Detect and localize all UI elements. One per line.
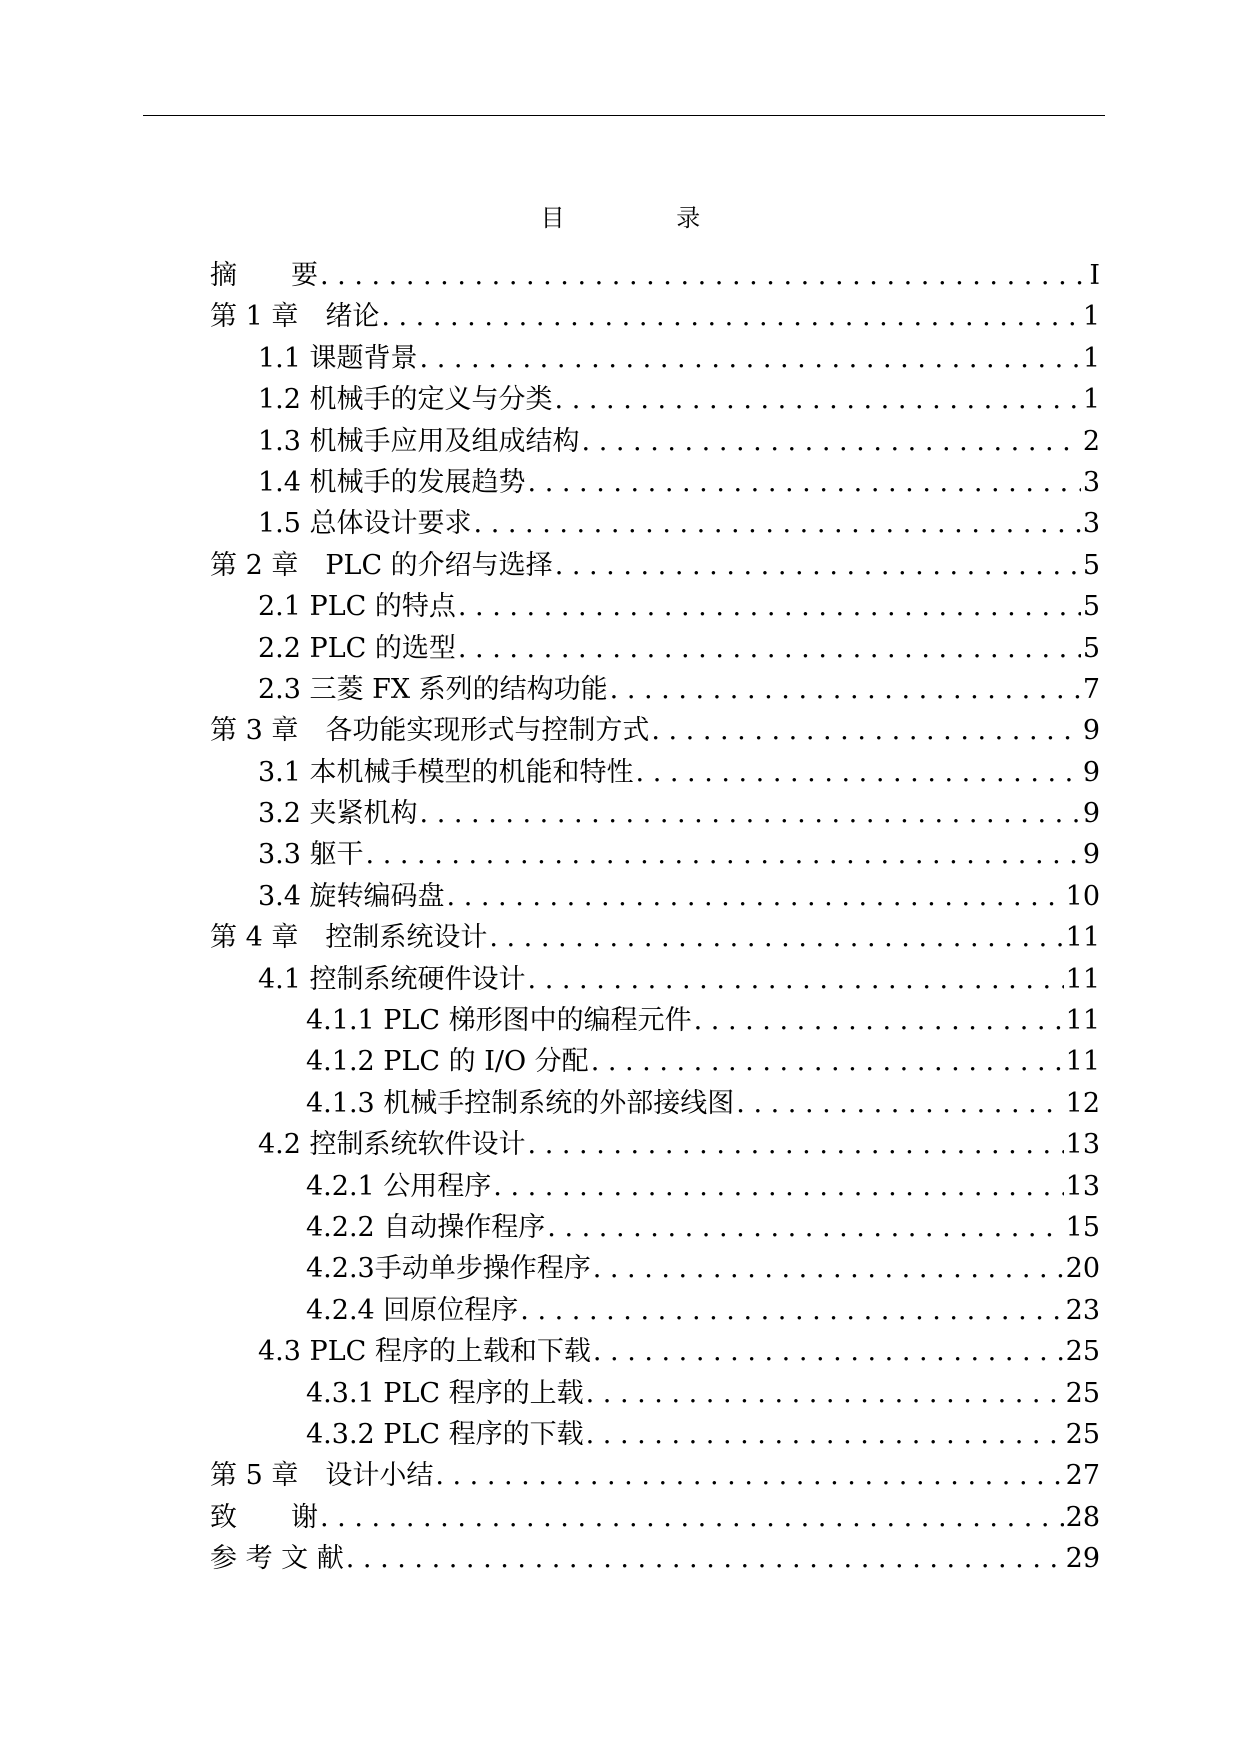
toc-entry[interactable]	[210, 834, 1100, 875]
dot-leader	[346, 1538, 1064, 1579]
toc-entry[interactable]	[210, 1041, 1100, 1082]
toc-entry[interactable]	[210, 379, 1100, 420]
dot-leader	[474, 503, 1081, 544]
toc-entry-title: 参 考 文 献	[210, 1543, 344, 1575]
toc-entry-title: 摘 要	[210, 260, 318, 291]
toc-entry[interactable]	[210, 1455, 1100, 1496]
toc-entry-page-number: 2	[1082, 425, 1100, 457]
dot-leader	[528, 1124, 1064, 1165]
dot-leader	[435, 1455, 1063, 1496]
dot-leader	[736, 1083, 1063, 1124]
toc-entry-title: 4.3.1 PLC 程序的上载	[306, 1377, 584, 1409]
toc-entry[interactable]	[210, 669, 1100, 710]
toc-entry[interactable]	[210, 1538, 1100, 1579]
toc-entry-page-number: 27	[1065, 1460, 1100, 1492]
toc-entry[interactable]	[210, 1414, 1100, 1455]
table-of-contents	[210, 255, 1100, 1580]
dot-leader	[447, 876, 1064, 917]
toc-entry-page-number: 12	[1065, 1087, 1100, 1119]
toc-entry[interactable]	[210, 462, 1100, 503]
toc-entry-title: 4.1.2 PLC 的 I/O 分配	[306, 1046, 589, 1078]
dot-leader	[582, 421, 1081, 462]
toc-entry[interactable]	[210, 628, 1100, 669]
toc-entry-page-number: 13	[1065, 1170, 1100, 1202]
toc-entry[interactable]	[210, 1290, 1100, 1331]
toc-entry-page-number: 15	[1065, 1211, 1100, 1243]
toc-entry-page-number: 9	[1082, 798, 1100, 830]
toc-entry-page-number: 13	[1065, 1129, 1100, 1161]
toc-entry-page-number: 7	[1082, 673, 1100, 705]
toc-entry-title: 2.1 PLC 的特点	[258, 591, 456, 623]
toc-entry[interactable]	[210, 1248, 1100, 1289]
page-title: 目 录	[540, 204, 753, 232]
dot-leader	[366, 834, 1081, 875]
toc-entry[interactable]	[210, 1083, 1100, 1124]
toc-entry-page-number: 11	[1065, 922, 1100, 954]
toc-entry-page-number: 9	[1082, 756, 1100, 788]
toc-entry-title: 1.4 机械手的发展趋势	[258, 466, 526, 498]
toc-entry-page-number: 3	[1082, 466, 1100, 498]
toc-entry-title: 第 2 章 PLC 的介绍与选择	[210, 549, 553, 581]
dot-leader	[320, 255, 1087, 296]
header-rule	[143, 115, 1105, 116]
toc-entry-title: 4.2.2 自动操作程序	[306, 1211, 546, 1243]
toc-entry-title: 4.2 控制系统软件设计	[258, 1129, 526, 1161]
toc-entry-page-number: I	[1089, 260, 1100, 291]
toc-entry-page-number: 11	[1065, 1005, 1100, 1037]
toc-entry-title: 1.3 机械手应用及组成结构	[258, 425, 580, 457]
toc-entry[interactable]	[210, 296, 1100, 337]
dot-leader	[555, 545, 1081, 586]
toc-entry-title: 2.2 PLC 的选型	[258, 632, 456, 664]
toc-entry[interactable]	[210, 793, 1100, 834]
dot-leader	[547, 1207, 1063, 1248]
dot-leader	[586, 1373, 1064, 1414]
dot-leader	[458, 586, 1081, 627]
toc-entry[interactable]	[210, 1000, 1100, 1041]
toc-entry[interactable]	[210, 338, 1100, 379]
toc-entry-title: 4.1 控制系统硬件设计	[258, 963, 526, 995]
toc-entry-page-number: 5	[1082, 632, 1100, 664]
toc-entry-title: 4.1.3 机械手控制系统的外部接线图	[306, 1087, 735, 1119]
dot-leader	[528, 462, 1081, 503]
dot-leader	[651, 710, 1080, 751]
toc-entry-page-number: 9	[1082, 715, 1100, 747]
toc-entry[interactable]	[210, 586, 1100, 627]
toc-entry-page-number: 25	[1065, 1377, 1100, 1409]
toc-entry-title: 3.2 夹紧机构	[258, 798, 418, 830]
dot-leader	[555, 379, 1081, 420]
toc-entry[interactable]	[210, 255, 1100, 296]
toc-entry[interactable]	[210, 1207, 1100, 1248]
toc-entry[interactable]	[210, 710, 1100, 751]
dot-leader	[593, 1248, 1064, 1289]
dot-leader	[610, 669, 1081, 710]
toc-entry-page-number: 28	[1065, 1501, 1100, 1533]
toc-entry-page-number: 1	[1082, 342, 1100, 374]
toc-entry-title: 1.2 机械手的定义与分类	[258, 384, 553, 416]
toc-entry[interactable]	[210, 1124, 1100, 1165]
toc-entry[interactable]	[210, 752, 1100, 793]
toc-entry[interactable]	[210, 917, 1100, 958]
toc-entry-title: 致 谢	[210, 1501, 318, 1533]
toc-entry-title: 4.2.1 公用程序	[306, 1170, 492, 1202]
dot-leader	[489, 917, 1063, 958]
toc-entry-page-number: 10	[1065, 880, 1100, 912]
toc-entry[interactable]	[210, 1331, 1100, 1372]
toc-entry-page-number: 5	[1082, 591, 1100, 623]
toc-entry-title: 3.3 躯干	[258, 839, 364, 871]
dot-leader	[520, 1290, 1063, 1331]
toc-entry-page-number: 9	[1082, 839, 1100, 871]
toc-entry[interactable]	[210, 421, 1100, 462]
dot-leader	[694, 1000, 1064, 1041]
toc-entry-title: 4.1.1 PLC 梯形图中的编程元件	[306, 1005, 692, 1037]
toc-entry-title: 4.3.2 PLC 程序的下载	[306, 1418, 584, 1450]
dot-leader	[320, 1497, 1064, 1538]
dot-leader	[420, 793, 1081, 834]
toc-entry-page-number: 5	[1082, 549, 1100, 581]
toc-entry-title: 2.3 三菱 FX 系列的结构功能	[258, 673, 608, 705]
toc-entry-page-number: 11	[1065, 1046, 1100, 1078]
toc-entry-page-number: 23	[1065, 1294, 1100, 1326]
toc-entry-page-number: 1	[1082, 384, 1100, 416]
toc-entry[interactable]	[210, 545, 1100, 586]
toc-entry-title: 第 5 章 设计小结	[210, 1460, 434, 1492]
toc-entry-page-number: 29	[1065, 1543, 1100, 1575]
toc-entry-title: 4.2.4 回原位程序	[306, 1294, 519, 1326]
toc-entry[interactable]	[210, 959, 1100, 1000]
dot-leader	[591, 1041, 1064, 1082]
dot-leader	[528, 959, 1064, 1000]
toc-entry-page-number: 25	[1065, 1418, 1100, 1450]
toc-entry-page-number: 20	[1065, 1253, 1100, 1285]
toc-entry-page-number: 11	[1065, 963, 1100, 995]
toc-entry-page-number: 1	[1082, 301, 1100, 333]
toc-entry[interactable]	[210, 1166, 1100, 1207]
toc-entry-title: 4.2.3手动单步操作程序	[306, 1253, 591, 1285]
toc-entry-title: 第 3 章 各功能实现形式与控制方式	[210, 715, 650, 747]
dot-leader	[493, 1166, 1063, 1207]
dot-leader	[381, 296, 1080, 337]
dot-leader	[586, 1414, 1064, 1455]
toc-entry[interactable]	[210, 503, 1100, 544]
dot-leader	[458, 628, 1081, 669]
toc-entry-title: 1.1 课题背景	[258, 342, 418, 374]
toc-entry-title: 第 1 章 绪论	[210, 301, 380, 333]
dot-leader	[420, 338, 1081, 379]
toc-entry[interactable]	[210, 876, 1100, 917]
toc-entry-page-number: 3	[1082, 508, 1100, 540]
toc-entry-title: 3.1 本机械手模型的机能和特性	[258, 756, 634, 788]
toc-entry-page-number: 25	[1065, 1336, 1100, 1368]
toc-entry[interactable]	[210, 1497, 1100, 1538]
toc-entry-title: 第 4 章 控制系统设计	[210, 922, 488, 954]
dot-leader	[636, 752, 1081, 793]
toc-entry[interactable]	[210, 1373, 1100, 1414]
dot-leader	[593, 1331, 1064, 1372]
toc-entry-title: 4.3 PLC 程序的上载和下载	[258, 1336, 591, 1368]
toc-entry-title: 1.5 总体设计要求	[258, 508, 472, 540]
toc-entry-title: 3.4 旋转编码盘	[258, 880, 445, 912]
